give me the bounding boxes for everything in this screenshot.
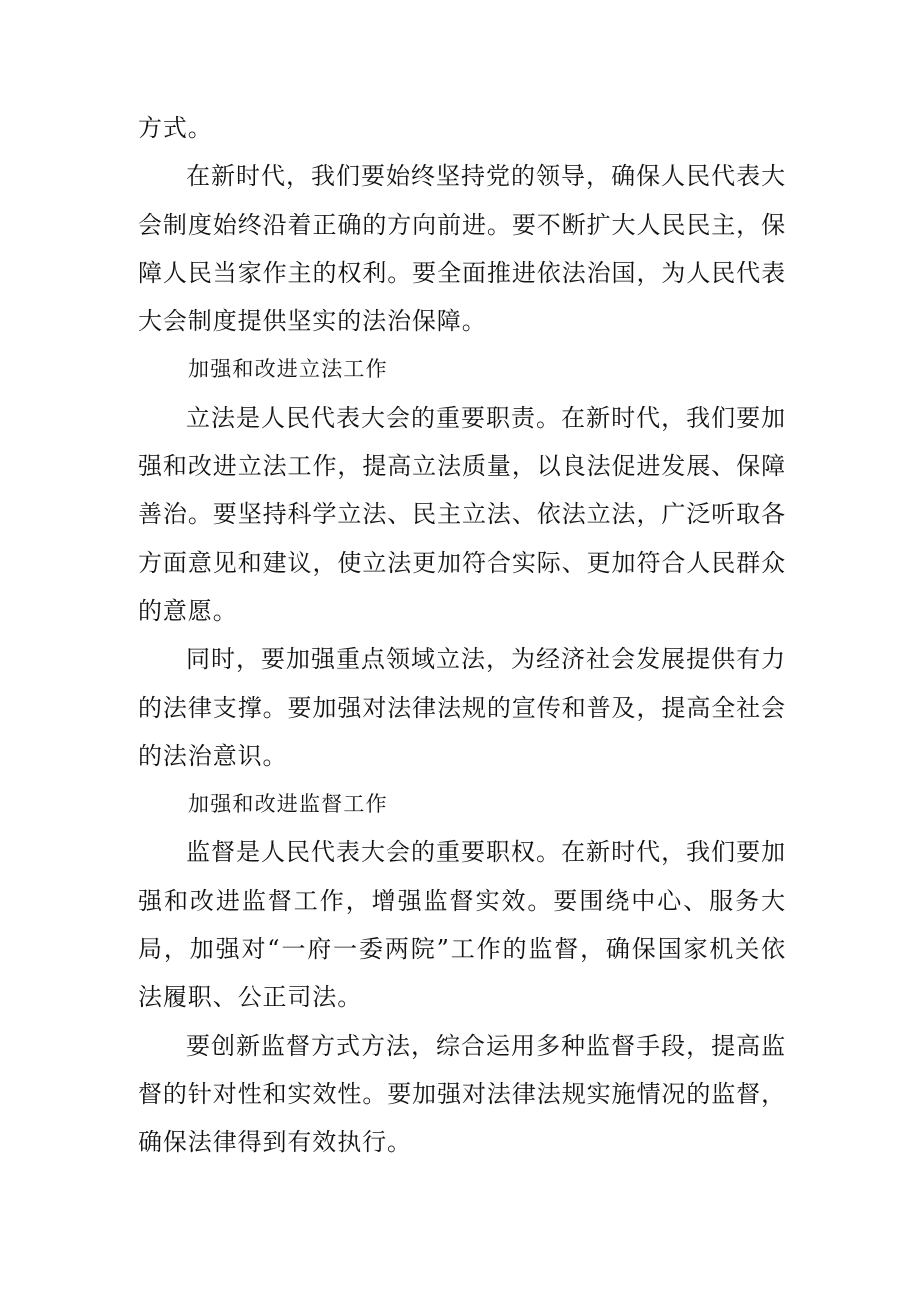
paragraph-supervision-methods: 要创新监督方式方法，综合运用多种监督手段，提高监督的针对性和实效性。要加强对法律法规实施情况的监督，确保法律得到有效执行。 [138, 1031, 786, 1157]
paragraph-key-areas: 同时，要加强重点领域立法，为经济社会发展提供有力的法律支撑。要加强对法律法规的宣传和普及，提高全社会的法治意识。 [138, 645, 786, 770]
paragraph-supervision-power: 监督是人民代表大会的重要职权。在新时代，我们要加强和改进监督工作，增强监督实效。要围绕中心、服务大局，加强对“一府一委两院”工作的监督，确保国家机关依法履职、公正司法。 [138, 838, 786, 1012]
paragraph-continuation: 方式。 [138, 114, 213, 142]
paragraph-party-leadership: 在新时代，我们要始终坚持党的领导，确保人民代表大会制度始终沿着正确的方向前进。要不断扩大人民民主，保障人民当家作主的权利。要全面推进依法治国，为人民代表大会制度提供坚实的法治保障。 [138, 162, 786, 336]
section-heading-supervision: 加强和改进监督工作 [188, 792, 388, 817]
section-heading-legislation: 加强和改进立法工作 [188, 357, 388, 382]
paragraph-legislation-duty: 立法是人民代表大会的重要职责。在新时代，我们要加强和改进立法工作，提高立法质量，以良法促进发展、保障善治。要坚持科学立法、民主立法、依法立法，广泛听取各方面意见和建议，使立法更加符合实际、更加符合人民群众的意愿。 [138, 403, 786, 625]
